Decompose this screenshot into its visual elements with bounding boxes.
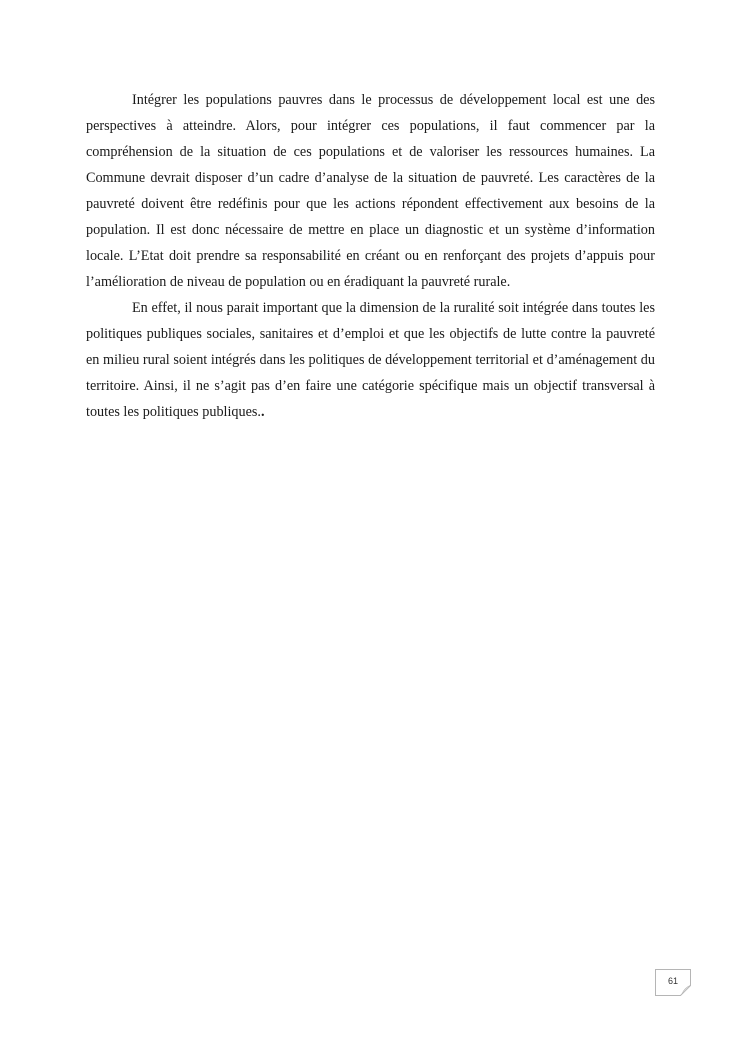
paragraph-2-text: En effet, il nous parait important que la dimension de la ruralité soit intégrée dans toutes les politiques publiques sociales, sanitaires et d’emploi et que les objectifs de lutte contre la pauvreté en milieu rural soient intégrés dans les politiques de développement territorial et d’aménagement du territoire. Ainsi, il ne s’agit pas d’en faire une catégorie spécifique mais un objectif transversal à toutes les politiques publiques. [86, 300, 655, 420]
page-number: 61 [667, 976, 678, 986]
final-period: . [260, 404, 265, 420]
body-text [86, 87, 655, 425]
page-curl-icon [680, 985, 691, 996]
paragraph-1: Intégrer les populations pauvres dans le processus de développement local est une des perspectives à atteindre. Alors, pour intégrer ces populations, il faut commencer par la compréhension de la situation de ces populations et de valoriser les ressources humaines. La Commune devrait disposer d’un cadre d’analyse de la situation de pauvreté. Les caractères de la pauvreté doivent être redéfinis pour que les actions répondent effectivement aux besoins de la population. Il est donc nécessaire de mettre en place un diagnostic et un système d’information locale. L’Etat doit prendre sa responsabilité en créant ou en renforçant des projets d’appuis pour l’amélioration de niveau de population ou en éradiquant la pauvreté rurale. [86, 92, 655, 290]
paragraph-2 [86, 295, 655, 425]
page-number-box [655, 969, 691, 996]
